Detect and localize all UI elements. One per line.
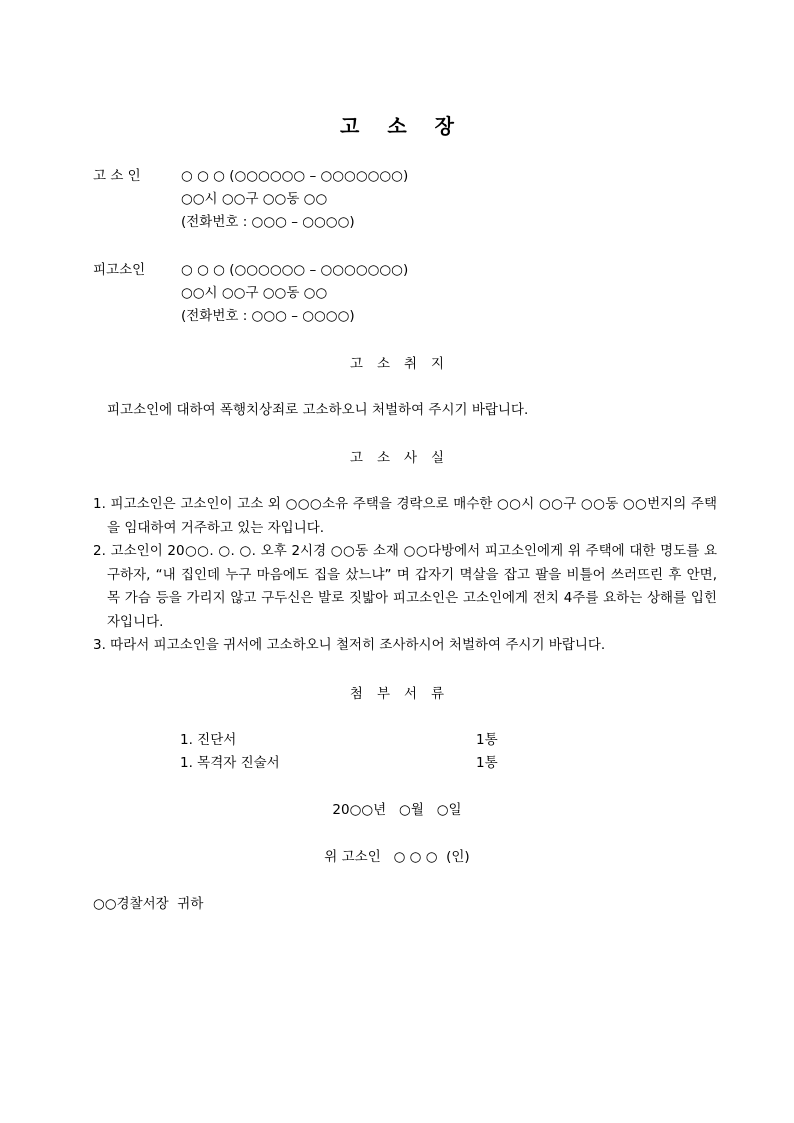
attachment-count: 1통 <box>476 755 498 771</box>
defendant-phone: (전화번호 : ○○○ – ○○○○) <box>181 308 355 324</box>
heading-char: 서 <box>404 686 418 702</box>
complainant-phone: (전화번호 : ○○○ – ○○○○) <box>181 214 355 230</box>
heading-char: 사 <box>404 450 418 466</box>
title-char: 소 <box>387 114 407 138</box>
defendant-label: 피고소인 <box>93 262 146 278</box>
filing-date: 20○○년 ○월 ○일 <box>332 802 462 818</box>
defendant-name-id: ○ ○ ○ (○○○○○○ – ○○○○○○○) <box>181 262 409 278</box>
heading-char: 부 <box>376 686 390 702</box>
heading-char: 취 <box>404 356 418 372</box>
recipient: ○○경찰서장 귀하 <box>93 896 204 912</box>
attachments-heading <box>0 688 794 702</box>
heading-char: 첨 <box>349 686 363 702</box>
heading-char: 소 <box>376 356 390 372</box>
attachment-name: 1. 목격자 진술서 <box>180 755 280 771</box>
facts-heading <box>0 452 794 466</box>
defendant-address: ○○시 ○○구 ○○동 ○○ <box>181 285 328 301</box>
fact-item: 2. 고소인이 20○○. ○. ○. 오후 2시경 ○○동 소재 ○○다방에서 피고소인에게 위 주택에 대한 명도를 요구하자, “내 집인데 누구 마음에도 집을 샀느냐” 며 갑자기 멱살을 잡고 팔을 비틀어 쓰러뜨린 후 안면, 목 가슴 등을 가리지 않고 구두신은 발로 짓밟아 피고소인은 고소인에게 전치 4주를 요하는 상해를 입힌 자입니다. <box>93 543 717 630</box>
purpose-text: 피고소인에 대하여 폭행치상죄로 고소하오니 처벌하여 주시기 바랍니다. <box>107 402 529 418</box>
heading-char: 지 <box>431 356 445 372</box>
signature-line: 위 고소인 ○ ○ ○ (인) <box>324 849 470 865</box>
heading-char: 소 <box>376 450 390 466</box>
title-char: 장 <box>434 114 454 138</box>
complainant-name-id: ○ ○ ○ (○○○○○○ – ○○○○○○○) <box>181 168 409 184</box>
heading-char: 고 <box>349 356 363 372</box>
complainant-address: ○○시 ○○구 ○○동 ○○ <box>181 191 328 207</box>
heading-char: 류 <box>431 686 445 702</box>
document-title <box>0 116 794 136</box>
attachment-count: 1통 <box>476 732 498 748</box>
fact-item: 1. 피고소인은 고소인이 고소 외 ○○○소유 주택을 경락으로 매수한 ○○시 ○○구 ○○동 ○○번지의 주택을 임대하여 거주하고 있는 자입니다. <box>93 496 717 536</box>
complainant-label: 고 소 인 <box>93 168 141 184</box>
fact-item: 3. 따라서 피고소인을 귀서에 고소하오니 철저히 조사하시어 처벌하여 주시기 바랍니다. <box>93 637 606 653</box>
heading-char: 고 <box>349 450 363 466</box>
title-char: 고 <box>340 114 360 138</box>
attachment-name: 1. 진단서 <box>180 732 237 748</box>
purpose-heading <box>0 358 794 372</box>
heading-char: 실 <box>431 450 445 466</box>
